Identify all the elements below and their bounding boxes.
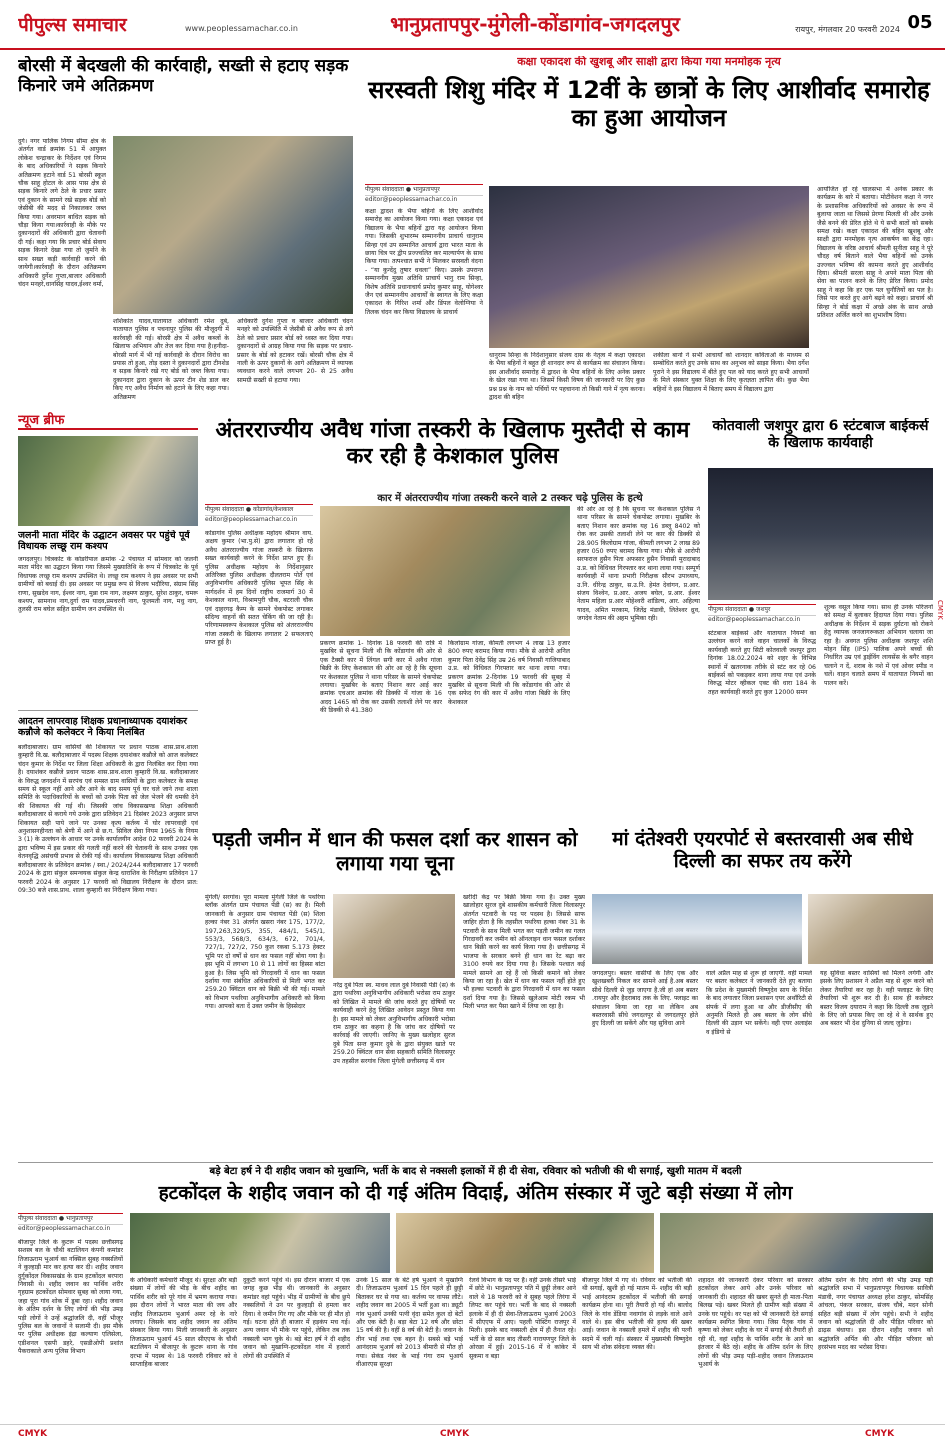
brief2-headline: आदतन लापरवाह शिक्षक प्रधानाध्यापक दयाशंकर कन्नौजे को कलेक्टर ने किया निलंबित [18,716,188,739]
borsi-col3: अधिकारी दुर्गेश गुप्ता व बाजार अधिकारी चंदन मनहरे को उपस्थिति में जेसीबी से अवैध रूप से लगे ठेले को प्रचार प्रसार बोर्ड को ध्वस्त कर दिया गया। दुकानदारों से आग्रह किया गया कि सड़क पर प्रचार-प्रसार के बोर्ड को हटाकर रखें। बोरसी चौक क्षेत्र में नाली के ऊपर दुकानों के आगे अतिक्रमण में व्यापक व्यवधान करने वाले लगभग 20- से 25 अवैध सामग्री सख्ती से हटाया गया। [237,318,353,384]
saraswati-email: editor@peoplessamachar.co.in [365,196,458,203]
cmyk-mark-left: CMYK [18,1429,48,1439]
saraswati-headline: सरस्वती शिशु मंदिर में 12वीं के छात्रों के लिए आशीर्वाद समारोह का हुआ आयोजन [368,76,930,133]
brief1-headline: जलनी माता मंदिर के उद्घाटन अवसर पर पहुंचे पूर्व विधायक लच्छू राम कश्यप [18,530,190,553]
airport-col3: यह सुविधा बस्तर वासियों को मिलने लगेगी और इसके लिए प्रशासन ने अप्रैल माह से शुरू करने को लेकर तैयारियां कर रहा है। वही फ्लाइट के लिए तैयारियां भी शुरू कर दी है। साथ ही कलेक्टर बस्तर विजय दयाराम ने कहा कि दिल्ली तक जुड़ने के लिए जो प्रयास किए जा रहे थे वे सार्थक हुए अब बस्तर भी देश दुनिया से जल्द जुड़ेगा। [820,970,933,1028]
stuntbike-col1: स्टंटबाज बाईकर्स और यातायात नियमों का उल्लंघन करने वाले वाहन चालकों के विरुद्ध कार्यवाही करते हुए सिटी कोतवाली जशपुर द्वारा दिनांक 18.02.2024 को शहर के विभिन्न स्थानों में खतरनाक तरीके से स्टंट कर रहे 06 बाईकर्स को पकड़कर थाना लाया गया एवं उनके विरुद्ध मोटर व्हीकल एक्ट की धारा 184 के तहत कार्यवाही करते हुए कुल 12000 समन [708,630,816,696]
edition-places: भानुप्रतापपुर-मुंगेली-कोंडागांव-जगदलपुर [390,12,680,36]
saraswati-col1: कक्षा द्वादश के भैया बहिनों के लिए आशीर्वाद समारोह का आयोजन किया गया। कक्षा एकादश एवं विद्यालय के भैया बहिनों द्वारा यह आयोजन किया गया। जिसकी शुभारम्भ सम्माननीय प्राचार्य धानुराम सिन्हा एवं उप सम्मानित आचार्य द्वारा भारत माता के छाया चित्र पर द्वीप प्रज्ज्वलित कर माल्यार्पण के साथ किया गया। तत्पश्चात सभी ने मिलकर सरस्वती वंदना - “या कुन्देंदु तुषार धवला” किए। उसके उपरान्त सम्माननीय मुख्य अतिथि प्राचार्य भानु राम सिन्हा, विशेष अतिथि प्रधानाचार्य प्रमोद कुमार साहू, योगेश्वर जैन एवं सम्माननीय आचार्यों के स्वागत के लिए कक्षा एकादश के गिरिश शर्मा और डिंपल वेलोग्निया ने तिलक चंदन कर किया विद्यालय के प्राचार्य [365,208,483,316]
brief1-photo [18,436,198,526]
brief-divider [18,710,198,711]
stuntbike-headline: कोतवाली जशपुर द्वारा 6 स्टंटबाज बाईकर्स के खिलाफ कार्यवाही [712,418,929,451]
cmyk-mark-center: CMYK [440,1429,470,1439]
martyr-photo-2 [396,1213,654,1273]
website-text: www.peoplessamachar.co.in [185,24,298,33]
martyr-col5: रेलवे विभाग के पद पर हैं। वहीं उनके तीसरे भाई में छोटे थे। भानुप्रतापपुर पति में छुट्टी लेकर आने वाले थे 18 फरवरी को वे सुबह पहले तिरंगा में लिपट कर पहुंचे घर। भर्ती के बाद से नक्सली इलाके में ही दी सेवा-तिजाऊराम भुआर्य 2003 में सीएएफ में आए। पहली पोस्टिंग राजपुर में मिली। इसके बाद नक्सली क्षेत्र में ही तैनात रहे। भर्ती के दो साल बाद तीसरी नारायणपुर जिले के ओरछा में हुई। 2015-16 में वे कांकेर में सुकमा व बड़ा [469,1277,576,1360]
borsi-body: दुर्ग। नगर पालिक निगम सीमा क्षेत्र के अंतर्गत वार्ड क्रमांक 51 में आयुक्त लोकेश चन्द्राकर के निर्देशन एवं निगम के बाद अधिकारियों ने सड़क किनारे अतिक्रमण हटाने वार्ड 51 बोरसी स्कूल चौक साहू होटल के आस पास क्षेत्र से सड़क किनारे लगे ठेले के प्रचार प्रसार एवं दुकान के सामने रखे सड़क बोर्ड को जेसीबी की मदद से निकालकर जब्त किया गया। अवरमान बाधित सड़क को चौड़ा किया गया।कार्रवाही के मौके पर दुकानदारों की अधिकारी द्वारा चेतावनी दी गई। कहा गया कि प्रचार बोर्ड सेवाय सड़क किनारे देखा गया तो जुर्माने के साथ सख्त कड़ी कार्रवाही करने की जायेगी।कार्रवाही के दौरान अतिक्रमण अधिकारी दुर्गेश गुप्ता,बाजार अधिकारी चंदन मनहरे,धानसिंह यादव,ईश्वर वर्मा, [18,138,106,288]
martyr-story [18,1162,933,1422]
airport-col2: वाले अप्रैल माह से शुरू हो जाएगी. वहीं मामले पर बस्तर कलेक्टर ने जानकारी देते हुए बताया कि प्रदेश के मुख्यमंत्री विष्णुदेव साय के निर्देश के बाद लगातार जिला प्रशासन एयर अथॉरिटी से संपर्क में लगा हुआ था और डीजीसीए की अनुमति मिलते ही अब बस्तर के लोग सीधे दिल्ली की उड़ान भर सकेंगे। वही एयर अलाइंस व इंडिगो से [706,970,812,1036]
martyr-col7: शहादत की जानकारी देकर परिवार को सरकार हटकोंदल लेकर आये और उनके परिवार को जानकारी दी। शहादत की खबर सुनते ही माता-पिता बिलख पड़े। खबर मिलते ही ग्रामीण बड़ी संख्या में उनके घर पहुंचे। वर पक्ष को भी जानकारी देते सगाई कार्यक्रम स्थगित किया गया। जिस पैतृक गांव में कृष्णा को लेकर शहीद के घर में सगाई की तैयारी हो रही थी, वहां शहीद के पार्थिव शरीर के आने का इंतजार में बैठे रहे। शहीद के अंतिम दर्शन के लिए लोगों की भीड़ उमड़ पड़ी-शहीद जवान तिजाऊराम भुआर्य के [698,1277,813,1369]
ganja-col2: प्रकरण क्रमांक 1- दिनांक 18 फरवरी की रात्रि में मुखबिर से सूचना मिली थी कि कोंडागांव की ओर से एक टैक्सी कार में लिंगल सगी कार में अवैध गांजा बिक्री के लिए केशकाल की ओर आ रहे है कि सूचना पर केशकाल पुलिस ने थाना परिसर के सामने चेकपोस्ट लगाया। मुखबिर के बताए निशान कार आई कार क्रमांक एचआर क्रमांक की डिक्की में गांजा के 16 अदद 1465 को रोक कर उसकी तलाशी लेने पर कार की डिक्की से 41.380 [320,640,442,715]
martyr-kicker: बड़े बेटा हर्ष ने दी शहीद जवान को मुखाग्नि, भर्ती के बाद से नक्सली इलाकों में ही दी सेवा, रविवार को भतीजी की थी सगाई, खुशी मातम में बदली [209,1166,742,1177]
borsi-headline: बोरसी में बेदखली की कार्रवाही, सख्ती से हटाए सड़क किनारे जमे अतिक्रमण [18,56,349,97]
news-brief-label: न्यूज ब्रीफ [18,410,198,430]
cmyk-mark-right: CMYK [865,1429,895,1439]
page-number: 05 [907,12,933,33]
logo [18,10,188,40]
paddy-headline: पड़ती जमीन में धान की फसल दर्शा कर शासन को लगाया गया चूना [212,828,578,875]
martyr-byline: पीपुल्स संवाददाता ● भानुप्रतापपुर [18,1213,123,1225]
saraswati-col3: शकीला बानो ने सभी आचार्यों को शानदार कविताओं के माध्यम से सम्बोधित करते हुए उनके साथ का अनुभव को साझा किया। भैया दर्गेश पुराने ने इस विद्यालय में बीते हुए पल को याद करते हुए सभी आचार्यों के मिले संस्कार युक्त शिक्षा के लिए कृतज्ञता ज्ञापित की। कुछ भैया बहिनों ने इस विद्यालय में बिताए समय में विद्यालय द्वारा [653,352,809,393]
martyr-col3: दुकुटी करने पहुंचे थे। इस दौरान बाजार में एक जगह कुछ भीड़ थी। जानकारी के अनुसार कमांडर वहां पहुंचे। भीड़ में ग्रामीणों के बीच छुपे नक्सलियों ने उन पर कुल्हाड़ी से हमला कर दिया। वे जमीन गिर गए और मौके पर ही मौत हो गई। घटना होते ही बाजार में हड़कंप मच गई। अन्य जवान भी मौके पर पहुंचे, लेकिन तब तक नक्सली भाग चुके थे। बड़े बेटा हर्ष ने दी शहीद जवान को मुखाग्नि-हटकोंदल गांव में हजारों लोगों की उपस्थिति में [243,1277,350,1360]
martyr-headline: हटकोंदल के शहीद जवान को दी गई अंतिम विदाई, अंतिम संस्कार में जुटे बड़ी संख्या में लोग [158,1182,793,1204]
ganja-byline: पीपुल्स संवाददाता ● कोंडागांव/केशकाल [205,504,313,516]
collector-photo [808,894,933,964]
saraswati-col4: आयोजित हो रहे चालसभा में अनेक प्रकार के कार्यक्रम के बारे में बताया। मोटीवेशन कक्षा ने नगर के प्रशासनिक अधिकारियों को अवसर के रूप में बुलाया जाता था जिससे प्रेरणा मिलती थी और उनके जैसे बनने की प्रेरित होते थे ये सभी बातों को सबके समक्ष रखे। कक्षा एकादश की बहिन खुशबू और साक्षी द्वारा मनमोहक नृत्य आकर्षण का केंद्र रहा। विद्यालय के वरिष्ठ आचार्य श्रीमती सुनीता साहू ने पूरे चौदह वर्ष बिताने वाले भैया बहिनों को उनके उज्ज्वल भविष्य की कामना करते हुए आशीर्वाद दिया। श्रीमती सरला साहू ने अपने माता पिता की सेवा का पालन करने के लिए प्रेरित किया। प्रमोद साहू ने कहा कि हर एक पल चुनौतियों का पल है। जिसे पार करते हुए आगे बढ़ने को कहा। प्राचार्य श्री सिन्हा ने बोर्ड कक्षा में अच्छे अंक के साथ अच्छे प्रतिशत अर्जित करने का शुभाशीष दिया। [817,186,933,320]
airport-photo [592,894,802,964]
airport-col1: जगदलपुर। बस्तर वासीयों के लिए एक और खुशखबरी निकल कर सामने आई है.अब बस्तर सीधे दिल्ली से जुड़ जाएगा है.जी हां अब बस्तर .रायपुर और हैदराबाद तक के लिए. फ्लाइट का संचालन किया जा रहा था लेकिन अब बस्तरवासी सीधे जगदलपुर से जगदलपुर होते हुए दिल्ली जा सकेंगे और यह सुविधा आने [592,970,698,1028]
stuntbike-col2: शुल्क वसूल किया गया। साथ ही उनके परिजनों को समक्ष में बुलाकर हिदायत दिया गया। पुलिस अधीक्षक के निर्देशन में सड़क दुर्घटना को रोकने हेतु व्यापक जनजागरूकता अभियान चलाया जा रहा है। अवगत पुलिस अधीक्षक जशपुर शशि मोहन सिंह (IPS) पालिक अपने बच्चों की निर्धारित उम्र एवं ड्राईविंग लायसेंस के बगैर वाहन चलाने न दें, शराब के नशे में एवं ओवर स्पीड न चलें। वाहन चलाते समय में यातायात नियमों का पालन करें। [824,604,933,687]
paddy-col3: खरीदी केंद्र पर बिक्री किया गया है। उक्त मुख्य खालोहार सुरज दुबे शासकीय कर्मचारी जिला विलासपुर अंतर्गत पटवारी के पद पर पदस्थ है। जिससे साफ जाहिर होता है कि तहसील पथरिया हल्का नंबर 31 के पटवारी के साथ मिली भगत कर पड़ती जमीन का गलत गिरदावरी कर जमीन को ऑनलाइन धान फसल दर्शाकर धान बिक्री करने का कार्य किया गया है। छत्तीसगढ़ में भाजपा के सरकार बनने ही धान का रेट बढ़ा कर 3100 रुपये कर दिया गया है। जिसके पश्चात कई मामले सामने आ रहे हैं जो किसी कमाने को लेकर किया जा रहा है। खेत में धान का फसल नहीं होते हुए भी हल्का पटवारी के द्वारा गिरदावरी में धान का फसल दर्शा दिया गया है। जिससे खुलेआम मोटी रकम भी मिली भगत कर पैसा खाने में लिया जा रहा है। [463,894,585,1011]
borsi-story [18,56,353,406]
ganja-col4: की ओर आ रहे है कि सूचना पर केशकाल पुलिस ने थाना परिसर के सामने चेकपोस्ट लगाया। मुखबिर के बताए निशान कार क्रमांक यह 16 डब्लू 8402 को रोक कर उसकी तलाशी लेने पर कार की डिक्की से 28.905 किलोग्राम गांजा, कीमती लगभग 2 लाख 89 हजार 050 रुपए बरामद किया गया। मौके से आरोपी सरफराज हुसैन पिता अफसार हुसैन निवासी मुरादाबाद उ.प्र. को विधिवत गिरफ्तार कर थाना लाया गया। सम्पूर्ण कार्यवाही में थाना प्रभारी निरीक्षक सौरभ उपाध्याय, उ.नि. धीरेन्द्र ठाकुर, स.उ.नि. हेमंत देवांगन, प्र.आर. संजय विश्वेन, प्र.आर. अजय बघेल, प्र.आर. ईश्वर नेताम महिला प्र.आर मोहेश्वरी शांडिल्य, आर. अहिल्या यादव, अमित मरकाम, जितेंद्र मंडावी, लितेश्वर ध्रुव, जगदेव नेताम की अहम भूमिका रही। [577,506,700,623]
borsi-col2: शशिकांत यादव,यातायात अधिकारी रमेश दुबे, यातायात पुलिस व पचनापुर पुलिस की मौजूदगी में कार्रवाही की गई। बोरसी क्षेत्र में अवैध कब्जों के खिलाफ अभियान और तेज कर दिया गया है।हनीदा-बोरसी मार्ग में भी गई कार्रवाही के दौरान विरोध का प्रयास तो हुआ, तोड़ दस्ता ने दुकानदारों द्वारा टीनशेड व सड़क किनारे रखे गए बोर्ड को जब्त किया गया।दुकानदार द्वारा दुकान के ऊपर टीन शेड डाल कर किए गए अवैध निर्माण को हटाने के लिए कहा गया।अतिक्रमण [113,318,229,401]
martyr-photo-1 [130,1213,390,1273]
saraswati-col2: धानुराम सिन्हा के निर्देशानुसार संजय दास के नेतृत्व में कक्षा एकादश के भैया बहिनों ने बहुत ही शानदार रूप से कार्यक्रम का संचालन किया। इस आशीर्वाद समारोह में द्वादश के भैया बहिनों के लिए अनेक प्रकार के खेल रखा गया था। जिसमें किसी विषय की जानकारी पर दिए कुछ प्रश्न प्रश्न के नाम को पर्चियों पर पहचानना तो किसी गाने में नृत्य करना। द्वादश की बहिन [489,352,645,402]
martyr-col2: के अधिकारी कर्मचारी मौजूद थे। सुरक्षा और बड़ी संख्या में लोगों की भीड़ के बीच शहीद का पार्थिव शरीर को पूरे गांव में भ्रमण कराया गया। इस दौरान लोगों ने भारत माता की जय और शहीद तिजाऊराम भुआर्य अमर रहे के नारे लगाए। जिसके बाद शहीद जवान का अंतिम संस्कार किया गया। मिली जानकारी के अनुसार तिजाऊराम भुआर्य 45 साल सीएएफ के चौथी बटालियन में बीजापुर के कुटरू थाना के गांव दरभा में पदस्थ थे। 18 फरवरी रविवार को वे साप्ताहिक बाजार [130,1277,237,1369]
martyr-col6: बीजापुर जिले में गए थे। रविवार को भतीजी की थी सगाई, खुशी हो गई मातम में- शहीद की बड़ी भाई आनंदराम हटकोंदल में भतीजी की सगाई कार्यक्रम होना था। पूरी तैयारी हो गई थी। बालोद जिले के गांव डेंडिया नवागांव से लड़के वाले आने वाले थे। इस बीच भतीजी की हत्या की खबर आई। जवान के नक्सली हमले में शहीद की पत्नी सदमे में चली गई। संस्कार में मुख्यमंत्री विष्णुदेव साय भी शोक संवेदना व्यक्त की। [582,1277,692,1352]
airport-headline: मां दंतेश्वरी एयरपोर्ट से बस्तरवासी अब सीधे दिल्ली का सफर तय करेंगे [612,828,913,873]
date-line: रायपुर, मंगलवार 20 फरवरी 2024 [795,25,900,34]
news-brief [18,410,198,1155]
paddy-col1: मुंगेली/ सरगांव। पूरा मामला मुंगेली जिले के पथरिया ब्लॉक अंतर्गत ग्राम पंचायत पेंडी (स) का है। मिली जानकारी के अनुसार ग्राम पंचायत पेंडी (स) शिला हल्का नंबर 31 अंतर्गत खसरा नंबर 175, 177/2, 197,263,329/5, 355, 484/1, 545/1, 553/3, 568/3, 634/3, 672, 701/4, 727/1, 727/2, 750 कुल रकबा 5.173 हेक्टर भूमि पर दो वर्षों से धान का फसल नहीं बोया गया है। इस भूमि में लगभग 10 से 11 लोगों का हिस्सा बांटा हुआ है। जिस भूमि को गिरदावरी में धान का फसल दर्शाया गया संबंधित अधिकारियों से मिली भगत कर 259.20 क्विंटल धान को बिक्री भी की गई। मामले को विभाग पथरिया अनुविभागीय अधिकारी को किया गया। आपको बता दें उक्त जमीन के हिस्सेदार [205,894,325,1011]
stuntbike-byline: पीपुल्स संवाददाता ● जशपुर [708,604,816,616]
martyr-col8: अंतिम दर्शन के लिए लोगों की भीड़ उमड़ पड़ी श्रद्धांजलि सभा में भानुप्रतापपुर विधायक सावित्री मंडावी, नगर पंचायत अध्यक्ष हरेश ठाकुर, सोमसिंह आंचला, पंकज सरकार, संजय चौबे, मदन सोनी सहित बड़ी संख्या में लोग पहुंचे। सभी ने शहीद जवान को श्रद्धांजलि दी और पीड़ित परिवार को ढाढ़स बंधाया। इस दौरान शहीद जवान को श्रद्धांजलि अर्पित की और पीड़ित परिवार को हरसंभव मदद का भरोसा दिया। [818,1277,933,1352]
cmyk-side-mark: CMYK [936,600,944,620]
ganja-story [205,418,700,823]
martyr-col4: उनके 15 साल के बेटे हर्ष भुआर्य ने मुखाग्नि दी। तिजाऊराम भुआर्य 15 दिन पहले ही छुट्टी बिताकर घर से गया था। कर्तव्य पर वापस लौटे। शहीद जवान का 2005 में भर्ती हुआ था। ड्यूटी गांव भुआर्य उनकी पत्नी वृंदा समेत कुल दो बेटों और एक बेटी है। बड़ा बेटा 12 वर्ष और छोटा 15 वर्ष की है। वहीं 8 वर्ष की बेटी है। जवान के तीन भाई तथा एक बहन है। सबसे बड़े भाई आनंदराम भुआर्य को 2013 बीमारी से मौत हो गया। सेकंड नंबर के भाई गंगा राम भुआर्य वीआरएस सुरक्षा [356,1277,463,1369]
masthead [0,0,945,50]
martyr-photo-3 [660,1213,933,1273]
saraswati-story [365,56,933,426]
brief2-body: बलौदाबाजार। ग्राम वासियों की शिकायत पर प्रधान पाठक शास.प्राथ.शाला कुम्हारी वि.ख. बलौदाबाजार में पदस्थ शिक्षक दयाशंकर कन्नौजे को आज कलेक्टर चंदन कुमार के निर्देश पर जिला शिक्षा अधिकारी के द्वारा निलंबित कर दिया गया है। दयाशंकर कन्नौजे प्रधान पाठक शास.प्राथ.शाला कुम्हारी वि.ख. बलौदाबाजार के विरुद्ध जनदर्शन में सरपंच एवं समस्त ग्राम वासियों के द्वारा कलेक्टर के समक्ष समय से स्कूल नहीं आने और आने के बाद समय पूर्व घर चले जाने तथा शाला समिति के पदाधिकारियों के बच्चों को उनके पिता को जेल भेजने की धमकी देने की शिकायत की गई थी। जिसकी जांच विकासखण्ड शिक्षा अधिकारी बलौदाबाजार से कराये गये उनके द्वारा प्रतिवेदन 21 दिसंबर 2023 अनुसार प्राप्त शिकायत सही पाये जाने पर उनका कृत्य कर्तव्य में घोर लापरवाही एवं अनुशासनहीनता को श्रेणी में आने से छ.ग. सिविल सेवा नियम 1965 के नियम 3 (1) के उल्लंघन के आधार पर उनके कार्यालयीन आदेश 02 फरवरी 2024 के द्वारा भविष्य में इस प्रकार की गलती नहीं करने की चेतावनी के साथ उनका एक वेतनवृद्धि असंचयी प्रभाव से रोकी गई थी। कार्यालय विकासखण्ड शिक्षा अधिकारी बलौदाबाजार के प्रतिवेदन क्रमांक / स्था./ 2024/244 बलौदाबाजार 17 फरवरी 2024 के द्वारा संकुल समन्वयक संकुल केन्द्र धाराशिव के निरीक्षण प्रतिवेदन 17 फरवरी 2024 के अनुसार 17 फरवरी को विद्यालय निरीक्षण के दौरान प्रात: 09:30 बजे शास.प्राथ. शाला कुम्हारी का निरीक्षण किया गया। [18,744,198,894]
ganja-col3: किलोग्राम गांजा, कीमती लगभग 4 लाख 13 हजार 800 रुपए बरामद किया गया। मौके से आरोपी अनिल कुमार पिता देवेंद्र सिंह उम्र 26 वर्ष निवासी गाजियाबाद उ.प्र. को विधिवत गिरफ्तार कर थाना लाया गया। प्रकरण क्रमांक 2-दिनांक 19 फरवरी की सुबह में मुखबिर से सूचना मिली थी कि कोंडागांव की ओर से एक सफेद रंग की कार में अवैध गांजा बिक्री के लिए केशकाल [448,640,570,706]
stuntbike-email: editor@peoplessamachar.co.in [708,616,801,623]
martyr-email: editor@peoplessamachar.co.in [18,1225,111,1232]
saraswati-byline: पीपुल्स संवाददाता ● भानुप्रतापपुर [365,184,483,196]
saraswati-kicker: कक्षा एकादश की खुशबू और साक्षी द्वारा किया गया मनमोहक नृत्य [517,56,781,68]
paddy-col2: नरेंद्र दुबे पिता स्व. माधव लाल दुबे निवासी पेंडी (स) के द्वारा पथरिया अनुविभागीय अधिकारी भरोसा राम ठाकुर को लिखित में मामले की जांच करते हुए दोषियों पर कार्यवाही करने हेतु लिखित आवेदन प्रस्तुत किया गया है। इस मामले को लेकर अनुविभागीय अधिकारी भरोसा राम ठाकुर का कहना है कि जांच कर दोषियों पर कार्रवाई की जाएगी। जानिए के मुख्य खलोहार सुरज दुबे पिता सन्त कुमार दुबे के द्वारा संयुक्त खाते पर 259.20 क्विंटल धान सेवा सहकारी समिति विलासपुर उप तहसील सरगांव जिला मुंगेली छत्तीसगढ़ में धान [333,982,455,1065]
stuntbike-story [708,418,933,823]
footer [0,1424,945,1445]
borsi-photo [113,136,353,314]
airport-story [592,828,933,1158]
brief1-body: जगदलपुर। चित्रकोट के कोडरीपाल क्रमांक -2 पंचायत में सोमवार को जलनी माता मंदिर का उद्घाटन किया गया जिसमे मुख्यातिथि के रूप में चित्रकोट के पूर्व विधायक लच्छू राम कश्यप उपस्थित थे। लच्छू राम कश्यप ने इस अवसर पर सभी ग्रामीणों को बधाई दी। इस अवसर पर प्रमुख रूप से विजय भदौरिया, संग्राम सिंह राणा, सुखदेव नाग, ईश्वर नाग, मुन्ना राम नाग, लक्ष्मण ठाकुर, सुरेश ठाकुर, चमरू कश्यप, सामनाथ नाग,दुर्गा राम यादव,प्रमचरनी नाग, फूलमती नाग, मधु नाग, तुलसी राम बघेल सहित ग्रामीण जन उपस्थित थे। [18,556,198,614]
paddy-photo [333,894,455,978]
martyr-col1: बीजापुर जिले के कुटरू में पदस्थ छत्तीसगढ़ सशस्त्र बल के चौथी बटालियन कंपनी कमांडर तिजाऊराम भुआर्य का नक्सिल सुबह नक्सलियों ने कुल्हाड़ी मार कर हत्या कर दी। शहीद जवान दुर्गूकोंदल विकासखंड के ग्राम हटकोंदल बरपारा निवासी थे। शहीद जवान का पार्थिव शरीर गृहग्राम हटकोंदल सोमवार सुबह को लाया गया, जहा पूरा गांव शोक में डूबा रहा। शहीद जवान के अंतिम दर्शन के लिए लोगों की भीड़ उमड़ पड़ी लोगों ने उन्हें श्रद्धांजलि दी, वहीं भीजूर पुलिस बल के जवानों ने सलामी दी। इस मौके पर पुलिस अधीक्षक इंद्रा कल्याण एलिसेला, एडीशनल एसपी डहरे, एसडीओपी प्रशांत पैकराकाले अन्य पुलिस विभाग [18,1239,123,1356]
ganja-col1: कोंडागांव पुलिस अधीक्षक महोदय श्रीमान वाय. अक्षय कुमार (भा.पु.से) द्वारा लगातार हो रहे अवैध अंतरराज्यीय गांजा तस्करी के खिलाफ सख्त कार्यवाही करने के निर्देश प्राप्त हुए हैं। पुलिस अधीक्षक महोदय के निर्देशानुसार अतिरिक्त पुलिस अधीक्षक दौलतराम पोर्ते एवं अनुविभागीय अधिकारी पुलिस भूपत सिंह के मार्गदर्शन में हम दिनों राष्ट्रीय राजमार्ग 30 में केशकाल थाना, विश्रामपुरी चौक, बटराली चौक एवं दाहरगढ़ कैम्प के सामने चेकपोस्ट लगाकर संदिग्ध वाहनों की सतत चेकिंग की जा रही है। परिणामस्वरूप केशकाल पुलिस को अंतरराज्यीय गांजा तस्करी के खिलाफ लगातार 2 सफलताएं प्राप्त हुई है। [205,530,313,647]
ganja-email: editor@peoplessamachar.co.in [205,516,298,523]
ganja-photo [320,506,570,636]
ganja-subhead: कार में अंतरराज्यीय गांजा तस्करी करने वाले 2 तस्कर चढ़े पुलिस के हत्थे [377,493,643,504]
logo-text: पीपुल्स समाचार [18,14,127,36]
saraswati-photo [489,186,809,348]
paddy-story [205,828,585,1158]
ganja-headline: अंतरराज्यीय अवैध गांजा तस्करी के खिलाफ मुस्तैदी से काम कर रही है केशकाल पुलिस [215,418,690,469]
stuntbike-photo [708,468,933,600]
